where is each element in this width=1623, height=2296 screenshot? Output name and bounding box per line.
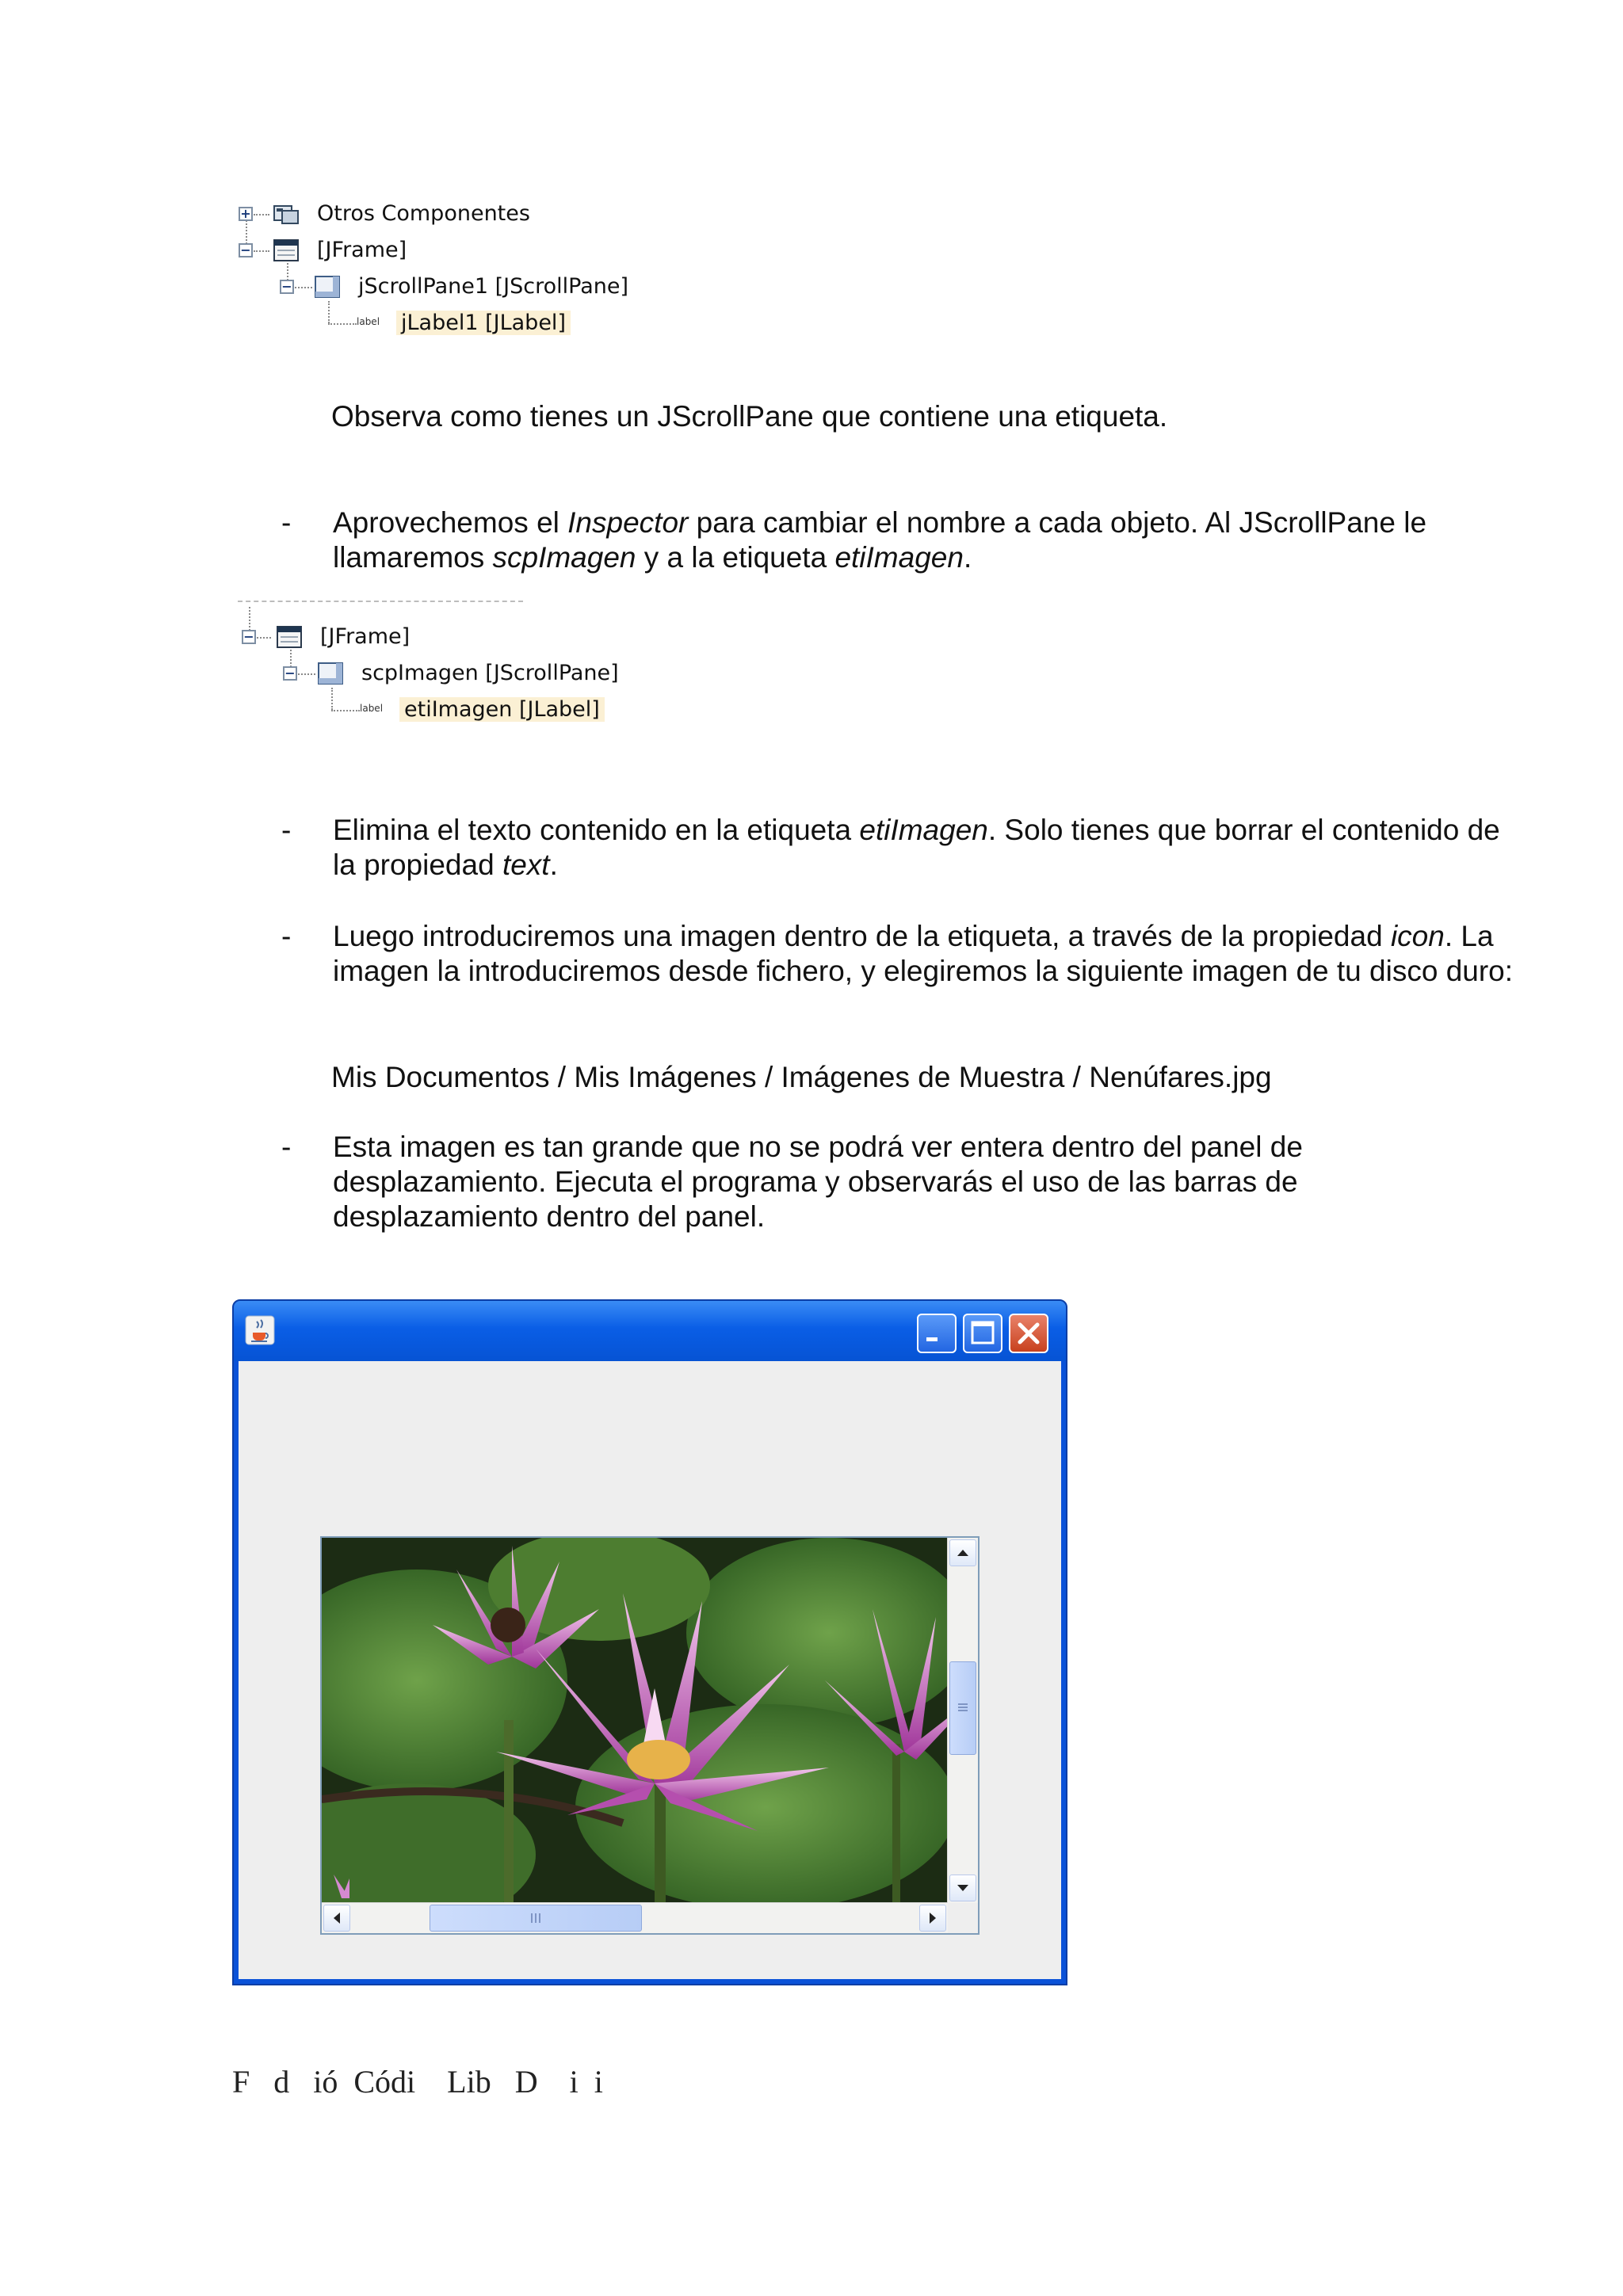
tree-item-label: jScrollPane1 [JScrollPane] — [358, 274, 628, 299]
tree-connector — [254, 214, 269, 215]
scroll-pane[interactable] — [320, 1536, 980, 1935]
tree-cropped-edge — [238, 601, 523, 608]
scroll-up-button[interactable] — [949, 1539, 976, 1566]
arrow-up-icon — [950, 1540, 976, 1566]
tree-item-jframe[interactable] — [317, 235, 407, 266]
bullet-paragraph: Esta imagen es tan grande que no se podrá ver entera dentro del panel de desplazamiento. Ejecuta el programa y observarás el uso de las barras de desplazamiento dentro del panel. — [333, 1131, 1303, 1233]
collapse-toggle-icon[interactable]: − — [239, 243, 253, 257]
maximize-button[interactable] — [963, 1314, 1002, 1353]
label-component-icon: label — [357, 316, 380, 327]
bullet-paragraph — [333, 813, 1506, 883]
water-lily-image — [322, 1538, 948, 1903]
bullet-dash: - — [281, 920, 292, 952]
scrollpane-icon — [314, 274, 342, 299]
horizontal-scrollbar[interactable] — [322, 1902, 948, 1933]
tree-connector — [328, 301, 330, 323]
tree-item-etiimagen[interactable] — [399, 694, 605, 726]
tree-item-label: scpImagen [JScrollPane] — [361, 661, 619, 685]
scroll-right-button[interactable] — [919, 1905, 946, 1932]
vertical-scroll-thumb[interactable] — [949, 1661, 976, 1755]
arrow-down-icon — [950, 1875, 976, 1901]
text-run-italic: icon — [1390, 920, 1445, 952]
collapse-toggle-icon[interactable]: − — [242, 630, 256, 644]
bullet-paragraph — [333, 919, 1514, 989]
text-run: . — [549, 849, 558, 881]
tree-item-jscrollpane1[interactable] — [358, 271, 628, 303]
tree-connector — [328, 323, 357, 325]
inspector-tree-original — [238, 198, 650, 349]
text-run: Elimina el texto contenido en la etiqueta — [333, 814, 860, 846]
text-run: Aprovechemos el — [333, 506, 568, 539]
text-run-italic: etiImagen — [834, 541, 964, 574]
text-run: . — [963, 541, 972, 574]
text-run: . La imagen la introduciremos desde fichero, y elegiremos la siguiente imagen de tu disco duro: — [333, 920, 1514, 987]
tree-connector — [298, 673, 315, 675]
tree-connector — [331, 688, 333, 710]
scroll-down-button[interactable] — [949, 1875, 976, 1901]
java-cup-icon — [245, 1315, 275, 1345]
text-run-italic: text — [502, 849, 550, 881]
minimize-button[interactable] — [917, 1314, 957, 1353]
text-run: . Solo tienes que borrar el contenido de la propiedad — [333, 814, 1500, 881]
tree-item-label-selected: jLabel1 [JLabel] — [396, 311, 571, 335]
bullet-dash: - — [281, 506, 292, 539]
text-paragraph: Observa como tienes un JScrollPane que contiene una etiqueta. — [331, 400, 1168, 433]
text-run: para cambiar el nombre a cada objeto. Al JScrollPane le llamaremos — [333, 506, 1427, 574]
arrow-right-icon — [920, 1905, 945, 1931]
bullet-paragraph — [333, 505, 1506, 575]
components-folder-icon — [273, 201, 301, 227]
tree-connector — [331, 710, 360, 711]
horizontal-scroll-thumb[interactable] — [430, 1905, 642, 1932]
text-run: Luego introduciremos una imagen dentro de la etiqueta, a través de la propiedad — [333, 920, 1391, 952]
page-footer: F d ió Códi Lib D i i — [232, 2064, 603, 2100]
tree-item-label-selected: etiImagen [JLabel] — [399, 697, 605, 722]
file-path-text: Mis Documentos / Mis Imágenes / Imágenes de Muestra / Nenúfares.jpg — [331, 1061, 1272, 1093]
bullet-dash: - — [281, 814, 292, 846]
minimize-icon — [918, 1315, 955, 1352]
tree-connector — [257, 637, 271, 639]
vertical-scrollbar[interactable] — [947, 1538, 978, 1903]
window-titlebar[interactable] — [234, 1301, 1066, 1361]
bullet-dash: - — [281, 1131, 292, 1163]
tree-item-scpimagen[interactable] — [361, 658, 619, 689]
scroll-left-button[interactable] — [323, 1905, 350, 1932]
tree-connector — [295, 287, 312, 288]
app-window — [232, 1299, 1067, 1985]
tree-item-otros-componentes[interactable] — [317, 198, 530, 230]
text-run: y a la etiqueta — [636, 541, 835, 574]
jframe-window-icon — [276, 624, 304, 650]
text-run-italic: Inspector — [567, 506, 689, 539]
tree-item-jframe[interactable] — [320, 621, 410, 653]
inspector-tree-renamed — [238, 601, 650, 735]
tree-item-jlabel1[interactable] — [396, 307, 571, 339]
collapse-toggle-icon[interactable]: − — [283, 666, 297, 681]
close-icon — [1010, 1315, 1047, 1352]
scrollpane-icon — [317, 661, 346, 686]
arrow-left-icon — [324, 1905, 349, 1931]
window-content — [239, 1361, 1061, 1979]
text-run-italic: scpImagen — [492, 541, 636, 574]
tree-item-label: Otros Componentes — [317, 201, 530, 226]
expand-toggle-icon[interactable]: + — [239, 207, 253, 221]
collapse-toggle-icon[interactable]: − — [280, 280, 294, 294]
close-button[interactable] — [1009, 1314, 1048, 1353]
scrollbar-corner — [948, 1903, 978, 1933]
tree-item-label: [JFrame] — [317, 238, 407, 262]
jframe-window-icon — [273, 238, 301, 263]
image-viewport — [322, 1538, 948, 1903]
label-component-icon: label — [360, 703, 384, 714]
maximize-icon — [964, 1315, 1001, 1352]
text-run-italic: etiImagen — [859, 814, 988, 846]
grip-icon — [430, 1905, 641, 1931]
grip-icon — [950, 1662, 976, 1754]
tree-item-label: [JFrame] — [320, 624, 411, 649]
tree-connector — [254, 250, 269, 252]
